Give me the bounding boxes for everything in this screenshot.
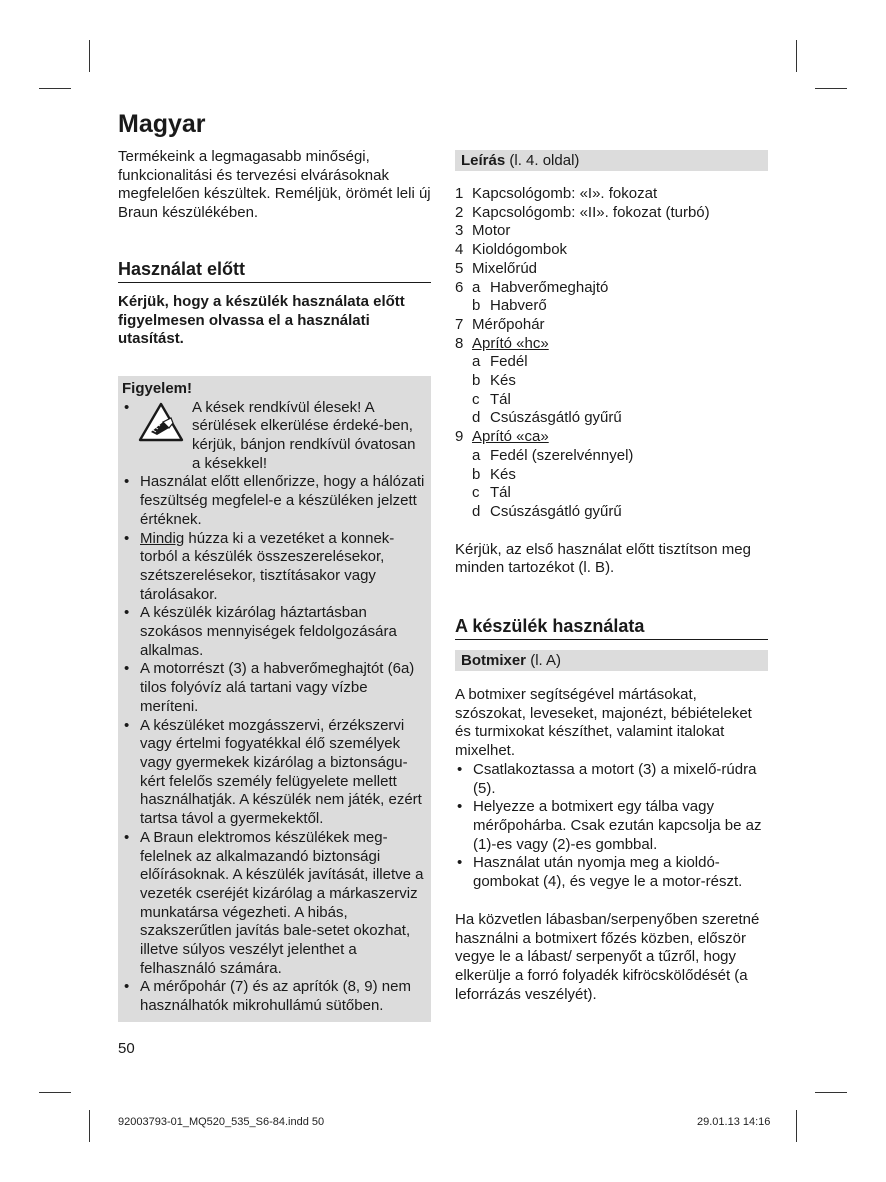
part-label: Aprító «hc» [472, 334, 549, 352]
botmixer-heading-bold: Botmixer [461, 652, 527, 670]
sharp-blade-warning-icon [138, 401, 184, 443]
bullet-dot: • [124, 529, 130, 547]
part-number: 4 [455, 241, 464, 259]
hot-use-note: Ha közvetlen lábasban/serpenyőben szeretné használni a botmixert főzés közben, először vegye le a lábast/ serpenyőt a tűzről, hogy elkerülje a forró folyadék kifröcskölődését (a leforrázás veszélyét). [455, 910, 760, 1003]
crop-mark [89, 40, 90, 72]
part-sub-letter: b [472, 297, 481, 315]
part-item [455, 279, 768, 298]
part-item [455, 503, 768, 522]
part-number [455, 353, 472, 372]
part-label: Motor [472, 222, 511, 240]
description-heading-bold: Leírás [461, 152, 506, 169]
page-number: 50 [118, 1039, 135, 1057]
knife-warning-text: A kések rendkívül élesek! A sérülések elkerülése érdeké-ben, kérjük, bánjon rendkívül óvatosan a késekkel! [192, 398, 416, 472]
part-label: Kioldógombok [472, 241, 568, 259]
knife-warning [122, 399, 427, 474]
part-item [455, 484, 768, 503]
description-heading [455, 150, 768, 171]
part-sub-letter: c [472, 484, 480, 502]
warning-item-text: A készülék kizárólag háztartásban szokásos mennyiségek feldolgozására alkalmas. [140, 604, 397, 659]
warning-item [122, 978, 427, 1015]
part-item [455, 447, 768, 466]
part-sub-letter: d [472, 502, 481, 520]
part-sub-letter: a [472, 353, 481, 371]
botmixer-heading [455, 650, 768, 671]
part-item [455, 372, 768, 391]
bullet-dot: • [457, 854, 463, 872]
part-number: 8 [455, 334, 464, 352]
crop-mark [815, 1092, 847, 1093]
part-item [455, 316, 768, 335]
crop-mark [39, 1092, 71, 1093]
warning-item-text: A motorrészt (3) a habverőmeghajtót (6a) tilos folyóvíz alá tartani vagy vízbe meríteni. [140, 660, 415, 715]
part-number [455, 297, 472, 316]
part-number: 7 [455, 315, 464, 333]
part-item [455, 222, 768, 241]
crop-mark [39, 88, 71, 89]
part-sub-letter: a [472, 278, 481, 296]
crop-mark [796, 1110, 797, 1142]
warning-item [122, 660, 427, 716]
before-use-instruction: Kérjük, hogy a készülék használata előtt figyelmesen olvassa el a használati utasítást. [118, 292, 405, 348]
before-use-heading: Használat előtt [118, 258, 431, 283]
part-number [455, 503, 472, 522]
bullet-dot: • [124, 716, 130, 734]
part-label: Csúszásgátló gyűrű [490, 409, 622, 427]
part-number: 5 [455, 259, 464, 277]
part-label: Aprító «ca» [472, 428, 549, 446]
warning-item-text: A készüléket mozgásszervi, érzékszervi vagy értelmi fogyatékkal élő személyek vagy gyermekek kizárólag a biztonságu-kért felelős személy felügyelete mellett használhatják. A készülék nem játék, ezért tartsa távol a gyermekektől. [140, 716, 422, 828]
bullet-dot: • [457, 760, 463, 778]
page-title: Magyar [118, 110, 206, 138]
part-number: 1 [455, 185, 464, 202]
warning-box [118, 376, 431, 1022]
bullet-dot: • [124, 473, 130, 491]
part-label: Habverő [490, 297, 547, 315]
parts-list [455, 185, 768, 522]
part-number [455, 447, 472, 466]
part-sub-letter: d [472, 409, 481, 427]
warning-item-text: A mérőpohár (7) és az aprítók (8, 9) nem használhatók mikrohullámú sütőben. [140, 978, 411, 1015]
bullet-dot: • [124, 828, 130, 846]
usage-step-text: Csatlakoztassa a motort (3) a mixelő-rúdra (5). [473, 760, 757, 797]
part-item [455, 409, 768, 428]
part-label: Mixelőrúd [472, 259, 538, 277]
part-label: Kapcsológomb: «I». fokozat [472, 185, 658, 202]
part-item [455, 297, 768, 316]
crop-mark [796, 40, 797, 72]
part-number [455, 372, 472, 391]
part-label: Fedél (szerelvénnyel) [490, 446, 634, 464]
warning-item [122, 604, 427, 660]
warning-item-emphasis: Mindig [140, 529, 185, 547]
warning-item-text: A Braun elektromos készülékek meg-felelnek az alkalmazandó biztonsági előírásoknak. A készülék javítását, illetve a vezeték cseréjét kizárólag a márkaszerviz munkatársa végezheti. A hibás, szakszerűtlen javítás bale-setet okozhat, illetve súlyos veszélyt jelenthet a felhasználó számára. [140, 828, 424, 977]
part-label: Kés [490, 372, 516, 390]
warning-item-text: húzza ki a vezetéket a konnek-torból a készülék összeszerelésekor, szétszerelésekor, tisztításakor vagy tárolásakor. [140, 529, 395, 603]
usage-steps [455, 761, 768, 892]
part-label: Csúszásgátló gyűrű [490, 502, 622, 520]
part-label: Habverőmeghajtó [490, 278, 609, 296]
part-number [455, 466, 472, 485]
part-label: Kés [490, 465, 516, 483]
part-label: Fedél [490, 353, 528, 371]
right-column [455, 150, 768, 1004]
part-item [455, 185, 768, 204]
part-number: 2 [455, 203, 464, 221]
part-number: 3 [455, 222, 464, 240]
part-number: 6 [455, 278, 464, 296]
bullet-dot: • [124, 978, 130, 996]
usage-step-text: Használat után nyomja meg a kioldó-gombokat (4), és vegye le a motor-részt. [473, 854, 743, 891]
usage-step-text: Helyezze a botmixert egy tálba vagy mérőpohárba. Csak ezután kapcsolja be az (1)-es vagy (2)-es gombbal. [473, 798, 762, 853]
usage-intro: A botmixer segítségével mártásokat, szószokat, leveseket, majonézt, bébiételeket és turmixokat készíthet, valamint italokat mixelhet. [455, 686, 752, 760]
part-sub-letter: b [472, 372, 481, 390]
part-item [455, 466, 768, 485]
left-column [118, 108, 431, 1059]
part-item [455, 335, 768, 354]
warning-item [122, 530, 427, 605]
part-item [455, 204, 768, 223]
part-label: Kapcsológomb: «II». fokozat (turbó) [472, 203, 710, 221]
part-item [455, 241, 768, 260]
description-heading-ref: (l. 4. oldal) [505, 152, 580, 169]
usage-step [455, 854, 768, 891]
bullet-dot: • [124, 398, 130, 416]
warning-item [122, 829, 427, 979]
part-number [455, 484, 472, 503]
warning-item-text: Használat előtt ellenőrizze, hogy a hálózati feszültség megfelel-e a készüléken jelzett értéknek. [140, 473, 425, 528]
warning-item [122, 473, 427, 529]
part-item [455, 260, 768, 279]
footer-file-info: 92003793-01_MQ520_535_S6-84.indd 50 [118, 1116, 325, 1128]
part-number: 9 [455, 428, 464, 446]
part-sub-letter: a [472, 446, 481, 464]
part-sub-letter: c [472, 390, 480, 408]
warning-item [122, 717, 427, 829]
part-number [455, 391, 472, 410]
usage-step [455, 761, 768, 798]
warning-heading: Figyelem! [122, 379, 193, 397]
part-item [455, 391, 768, 410]
intro-text: Termékeink a legmagasabb minőségi, funkcionalitási és tervezési elvárásoknak megfelelően készültek. Reméljük, örömét leli új Braun készülékében. [118, 148, 431, 222]
footer-timestamp: 29.01.13 14:16 [697, 1116, 771, 1128]
warning-list [122, 473, 427, 1015]
crop-mark [815, 88, 847, 89]
botmixer-heading-ref: (l. A) [526, 652, 562, 670]
part-item [455, 353, 768, 372]
bullet-dot: • [457, 798, 463, 816]
part-sub-letter: b [472, 465, 481, 483]
part-number [455, 409, 472, 428]
bullet-dot: • [124, 660, 130, 678]
part-label: Mérőpohár [472, 315, 545, 333]
crop-mark [89, 1110, 90, 1142]
cleaning-note: Kérjük, az első használat előtt tisztítson meg minden tartozékot (l. B). [455, 540, 751, 577]
part-label: Tál [490, 390, 511, 408]
part-item [455, 428, 768, 447]
usage-step [455, 798, 768, 854]
bullet-dot: • [124, 604, 130, 622]
usage-heading: A készülék használata [455, 615, 768, 640]
part-label: Tál [490, 484, 511, 502]
